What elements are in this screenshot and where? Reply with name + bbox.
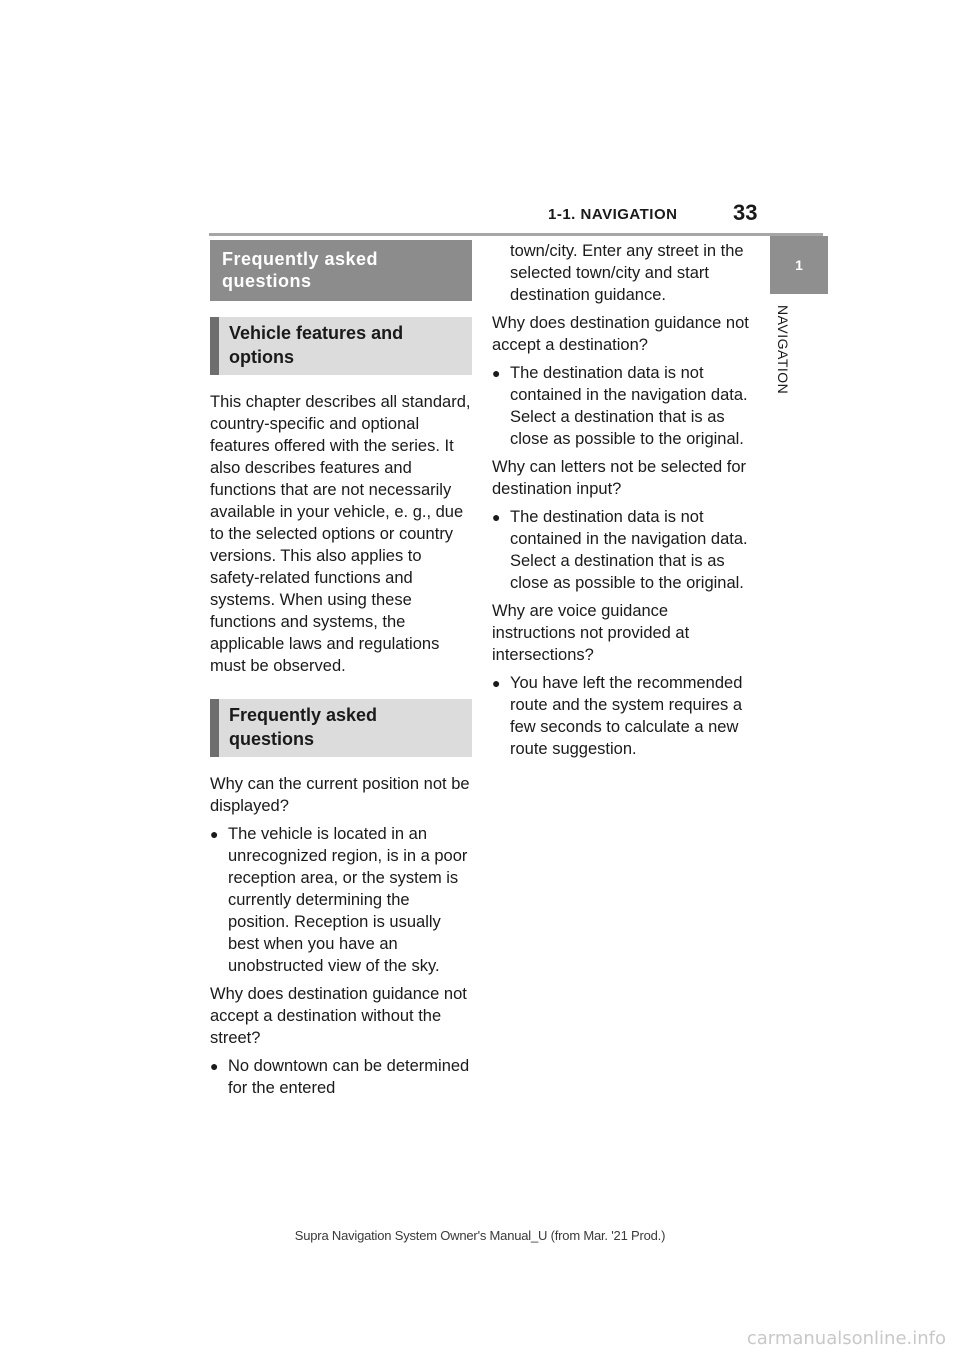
page-title: Frequently asked questions [210, 240, 472, 301]
answer-3 [492, 362, 754, 450]
answer-4 [492, 506, 754, 594]
answer-2-text-start: No downtown can be determined for the entered [228, 1057, 470, 1097]
chapter-label: NAVIGATION [775, 305, 791, 395]
answer-1 [210, 823, 472, 977]
bullet-icon: ● [210, 826, 219, 842]
section-heading-faq: Frequently asked questions [210, 699, 472, 757]
header-divider [209, 233, 823, 236]
question-2: Why does destination guidance not accept a destination without the street? [210, 985, 467, 1047]
section-header: 1-1. NAVIGATION [548, 206, 678, 223]
answer-2 [210, 1055, 472, 1099]
footer-text: Supra Navigation System Owner's Manual_U (from Mar. '21 Prod.) [294, 1228, 666, 1243]
bullet-icon: ● [210, 1058, 219, 1074]
question-5: Why are voice guidance instructions not provided at intersections? [492, 602, 690, 664]
question-3: Why does destination guidance not accept a destination? [492, 314, 749, 354]
answer-3-text: The destination data is not contained in the navigation data. Select a destination that is as close as possible to the original. [510, 364, 748, 448]
page-number: 33 [733, 200, 758, 225]
bullet-icon: ● [492, 675, 501, 691]
chapter-tab: 1 [770, 236, 828, 294]
answer-2-text-end: town/city. Enter any street in the selected town/city and start destination guidance. [510, 242, 744, 304]
bullet-icon: ● [492, 365, 501, 381]
answer-4-text: The destination data is not contained in the navigation data. Select a destination that is as close as possible to the original. [510, 508, 748, 592]
question-4: Why can letters not be selected for destination input? [492, 458, 747, 498]
answer-5-text: You have left the recommended route and the system requires a few seconds to calculate a new route suggestion. [510, 674, 743, 758]
right-column [492, 240, 754, 766]
answer-1-text: The vehicle is located in an unrecognized region, is in a poor reception area, or the system is currently determining the position. Reception is usually best when you have an unobstructed view of the sky. [228, 825, 468, 975]
question-1: Why can the current position not be displayed? [210, 775, 470, 815]
section-heading-features: Vehicle features and options [210, 317, 472, 375]
watermark: carmanualsonline.info [746, 1328, 946, 1349]
intro-paragraph: This chapter describes all standard, country-specific and optional features offered with the series. It also describes features and functions that are not necessarily available in your vehicle, e. g., due to the selected options or country versions. This also applies to safety-related functions and systems. When using these functions and systems, the applicable laws and regulations must be observed. [210, 393, 471, 675]
answer-5 [492, 672, 754, 760]
bullet-icon: ● [492, 509, 501, 525]
left-column [210, 240, 472, 1105]
